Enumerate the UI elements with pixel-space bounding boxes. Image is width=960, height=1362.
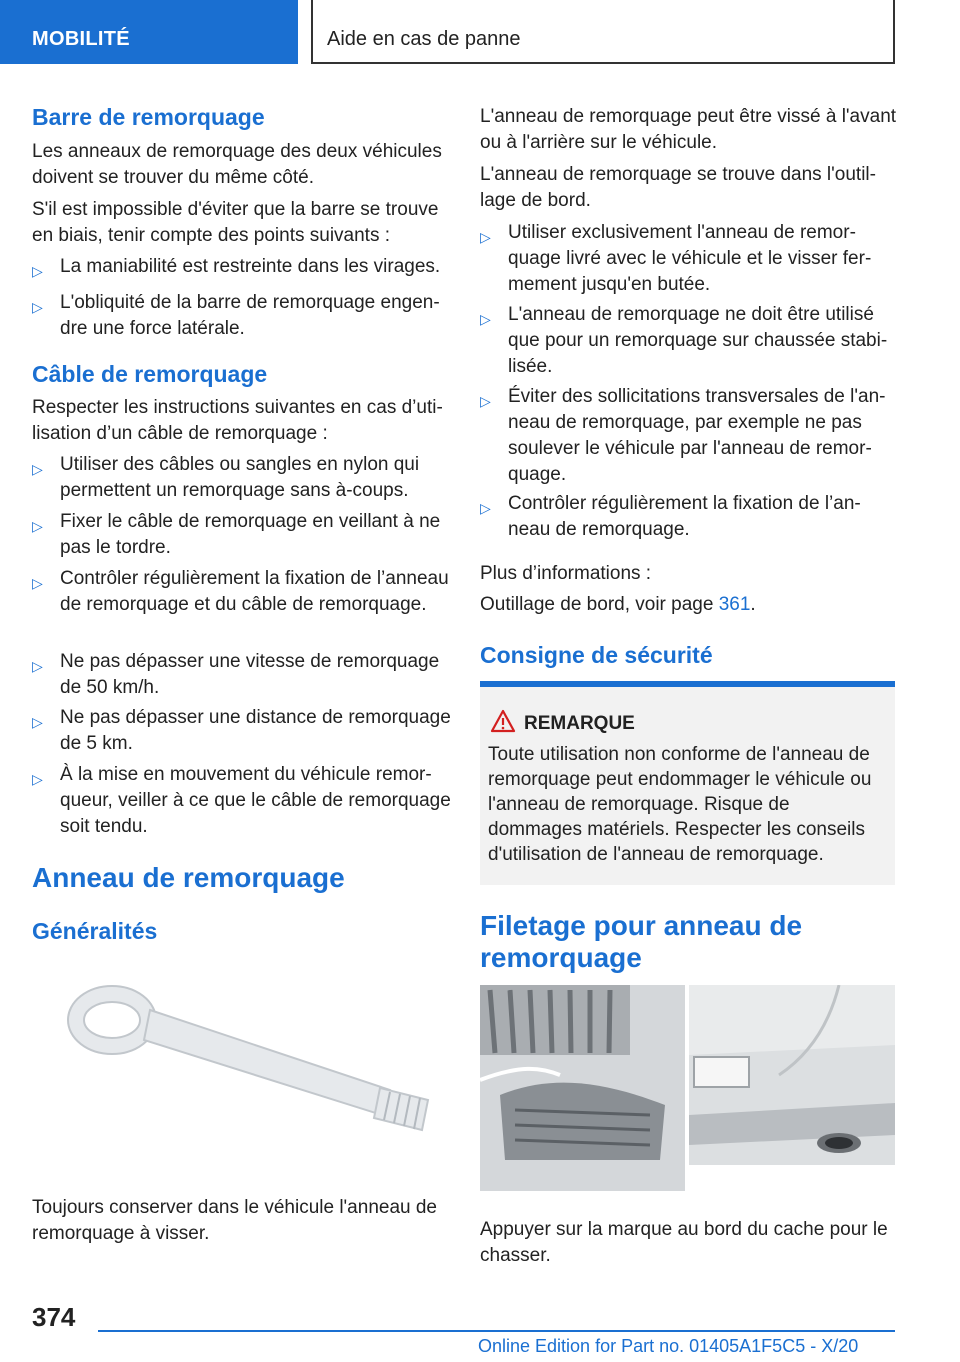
cross-reference: Outillage de bord, voir page 361. — [480, 594, 756, 615]
section-title: MOBILITÉ — [32, 28, 130, 50]
list-item: ▷ Contrôler régulièrement la fixation de l’anneau de remorquage et du câble de remorquage. — [32, 568, 449, 615]
edition-text: Online Edition for Part no. 01405A1F5C5 - X/20 — [478, 1336, 859, 1356]
front-bumper-image — [480, 985, 685, 1191]
more-info-label: Plus d’informations : — [480, 563, 652, 584]
page-number: 374 — [32, 1302, 76, 1332]
triangle-bullet-icon: ▷ — [32, 714, 43, 730]
list-item: ▷ Ne pas dépasser une vitesse de remorquage de 50 km/h. — [32, 651, 440, 698]
barre-paragraph-1: Les anneaux de remorquage des deux véhicules doivent se trouver du même côté. — [32, 141, 442, 188]
chapter-box — [311, 0, 895, 64]
triangle-bullet-icon: ▷ — [32, 461, 43, 477]
cable-paragraph: Respecter les instructions suivantes en cas d’utilisation d’un câble de remorquage : — [32, 397, 443, 444]
note-title: REMARQUE — [524, 713, 635, 734]
triangle-bullet-icon: ▷ — [32, 575, 43, 591]
rear-bumper-image — [689, 985, 895, 1165]
triangle-bullet-icon: ▷ — [480, 311, 491, 327]
triangle-bullet-icon: ▷ — [32, 299, 43, 315]
heading-consigne: Consigne de sécurité — [480, 642, 713, 668]
list-item: ▷ Éviter des sollicitations transversales de l'anneau de remorquage, par exemple ne pas soulever le véhicule par l'anneau de remorquage. — [480, 386, 886, 485]
list-item: ▷ Utiliser des câbles ou sangles en nylon qui permettent un remorquage sans à-coups. — [32, 454, 420, 501]
list-item: ▷ À la mise en mouvement du véhicule remorqueur, veiller à ce que le câble de remorquage soit tendu. — [32, 764, 451, 837]
right-paragraph-2: L'anneau de remorquage se trouve dans l'outillage de bord. — [480, 164, 876, 211]
chapter-title: Aide en cas de panne — [327, 28, 521, 50]
triangle-bullet-icon: ▷ — [32, 771, 43, 787]
heading-anneau: Anneau de remorquage — [32, 862, 345, 893]
warning-note — [480, 681, 895, 885]
list-item: ▷ Contrôler régulièrement la fixation de l’anneau de remorquage. — [480, 493, 861, 540]
triangle-bullet-icon: ▷ — [480, 229, 491, 245]
triangle-bullet-icon: ▷ — [32, 658, 43, 674]
tow-ring-image — [60, 980, 440, 1150]
list-item: ▷ La maniabilité est restreinte dans les virages. — [32, 254, 452, 280]
tow-ring-caption: Toujours conserver dans le véhicule l'anneau de remorquage à visser. — [32, 1197, 437, 1244]
list-item: ▷ Fixer le câble de remorquage en veillant à ne pas le tordre. — [32, 511, 441, 558]
section-tab — [0, 0, 298, 64]
heading-cable: Câble de remorquage — [32, 361, 268, 387]
right-paragraph-1: L'anneau de remorquage peut être vissé à l'avant ou à l'arrière sur le véhicule. — [480, 106, 897, 153]
note-text: Toute utilisation non conforme de l'anneau de remorquage peut endommager le véhicule ou l'anneau de remorquage. Risque de dommages matériels. Respecter les conseils d'utilisation de l'anneau de remorquage. — [488, 744, 872, 865]
heading-barre: Barre de remorquage — [32, 104, 265, 130]
triangle-bullet-icon: ▷ — [32, 263, 43, 279]
barre-paragraph-2: S'il est impossible d'éviter que la barre se trouve en biais, tenir compte des points suivants : — [32, 199, 439, 246]
triangle-bullet-icon: ▷ — [32, 518, 43, 534]
list-item: ▷ Utiliser exclusivement l'anneau de remorquage livré avec le véhicule et le visser fermement jusqu'en butée. — [480, 222, 872, 295]
list-item: ▷ Ne pas dépasser une distance de remorquage de 5 km. — [32, 707, 451, 754]
page-reference-link[interactable]: 361 — [718, 594, 751, 615]
bumper-caption: Appuyer sur la marque au bord du cache pour le chasser. — [480, 1219, 888, 1266]
footer-divider — [98, 1330, 895, 1332]
list-item: ▷ L'obliquité de la barre de remorquage engendre une force latérale. — [32, 292, 440, 339]
list-item: ▷ L'anneau de remorquage ne doit être utilisé que pour un remorquage sur chaussée stabilisée. — [480, 304, 888, 377]
triangle-bullet-icon: ▷ — [480, 393, 491, 409]
warning-triangle-icon — [490, 709, 516, 733]
heading-generalites: Généralités — [32, 918, 158, 944]
triangle-bullet-icon: ▷ — [480, 500, 491, 516]
heading-filetage: Filetage pour anneau de remorquage — [480, 910, 803, 973]
